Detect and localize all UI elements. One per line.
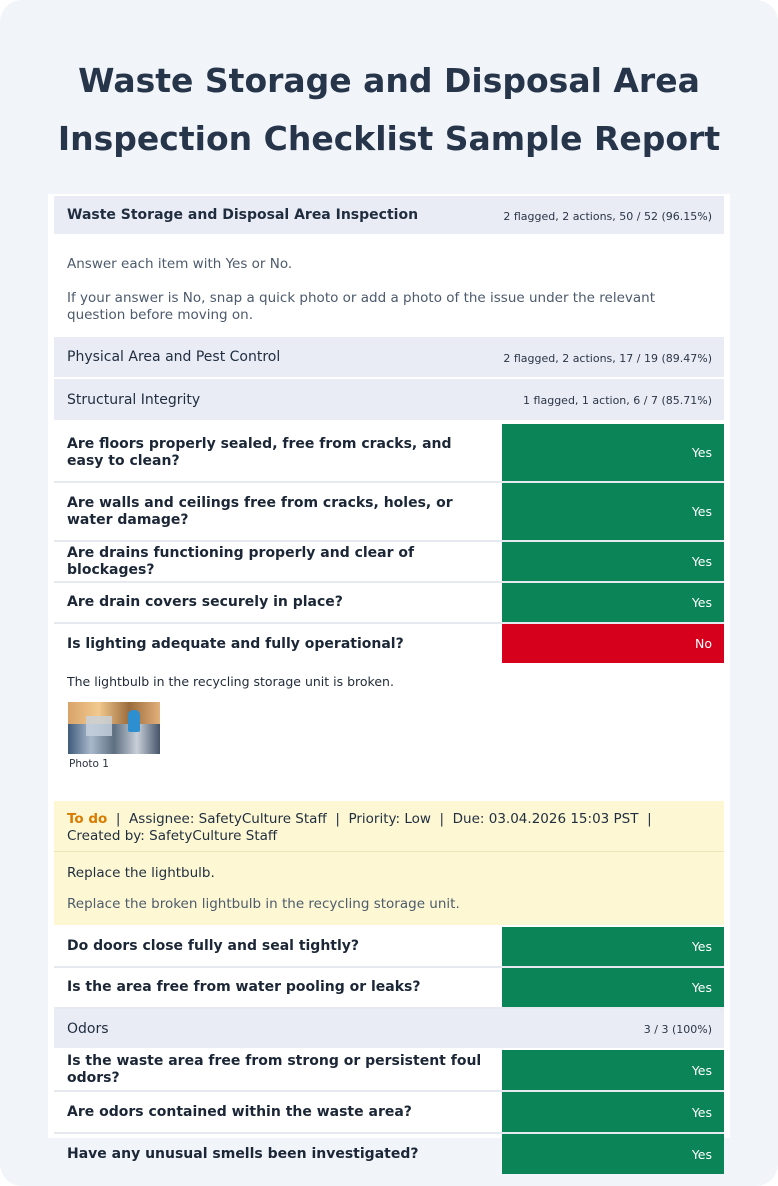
question-row — [54, 583, 724, 624]
instruction-line: Answer each item with Yes or No. — [67, 256, 293, 272]
question-row — [54, 1092, 724, 1134]
subsection-title: Structural Integrity — [67, 391, 201, 408]
answer-no[interactable]: No — [502, 624, 724, 663]
inspection-summary: 2 flagged, 2 actions, 50 / 52 (96.15%) — [503, 209, 712, 223]
question-text: Is the waste area free from strong or persistent foul odors? — [67, 1053, 482, 1086]
inspection-header — [54, 196, 724, 236]
section-title: Physical Area and Pest Control — [67, 349, 281, 365]
subsection-header-odors — [54, 1009, 724, 1050]
question-note — [54, 663, 724, 801]
answer-yes[interactable]: Yes — [502, 424, 724, 481]
note-text: The lightbulb in the recycling storage unit is broken. — [67, 674, 394, 689]
page-title: Waste Storage and Disposal Area Inspection Checklist Sample Report — [57, 61, 721, 158]
answer-yes[interactable]: Yes — [502, 583, 724, 622]
subsection-header-structural — [54, 379, 724, 422]
answer-yes[interactable]: Yes — [502, 968, 724, 1007]
instruction-line: If your answer is No, snap a quick photo or add a photo of the issue under the relevant question before moving on. — [67, 290, 655, 323]
instructions — [54, 236, 724, 337]
action-card[interactable] — [54, 801, 724, 925]
answer-yes[interactable]: Yes — [502, 927, 724, 966]
subsection-summary: 3 / 3 (100%) — [643, 1023, 712, 1036]
inspection-title: Waste Storage and Disposal Area Inspection — [67, 207, 419, 223]
question-row — [54, 1134, 724, 1174]
question-row — [54, 483, 724, 542]
action-description: Replace the broken lightbulb in the recycling storage unit. — [67, 896, 460, 912]
answer-yes[interactable]: Yes — [502, 483, 724, 540]
action-details: | Assignee: SafetyCulture Staff | Priority: Low | Due: 03.04.2026 15:03 PST | Created by: SafetyCulture Staff — [67, 811, 661, 844]
answer-yes[interactable]: Yes — [502, 1092, 724, 1132]
answer-yes[interactable]: Yes — [502, 1050, 724, 1090]
question-text: Are drain covers securely in place? — [67, 594, 343, 610]
answer-yes[interactable]: Yes — [502, 1134, 724, 1174]
action-status: To do — [67, 811, 108, 827]
subsection-summary: 1 flagged, 1 action, 6 / 7 (85.71%) — [523, 394, 712, 407]
photo-caption: Photo 1 — [69, 758, 109, 770]
question-text: Is the area free from water pooling or leaks? — [67, 979, 421, 995]
photo-thumbnail[interactable] — [68, 702, 160, 754]
action-meta — [54, 801, 724, 852]
question-row — [54, 1050, 724, 1092]
question-row-flagged — [54, 624, 724, 663]
question-text: Is lighting adequate and fully operational? — [67, 635, 404, 652]
question-text: Have any unusual smells been investigated? — [67, 1146, 419, 1162]
answer-yes[interactable]: Yes — [502, 542, 724, 581]
question-text: Are walls and ceilings free from cracks, holes, or water damage? — [67, 494, 453, 528]
question-text: Do doors close fully and seal tightly? — [67, 938, 360, 954]
question-text: Are odors contained within the waste area? — [67, 1103, 412, 1120]
question-row — [54, 424, 724, 483]
question-text: Are floors properly sealed, free from cracks, and easy to clean? — [67, 435, 452, 469]
action-title: Replace the lightbulb. — [67, 865, 215, 881]
subsection-title: Odors — [67, 1020, 109, 1037]
question-row — [54, 542, 724, 583]
section-summary: 2 flagged, 2 actions, 17 / 19 (89.47%) — [503, 351, 712, 365]
question-row — [54, 927, 724, 968]
question-text: Are drains functioning properly and clear of blockages? — [67, 544, 415, 578]
report-body — [48, 194, 730, 1162]
section-header — [54, 337, 724, 379]
question-row — [54, 968, 724, 1009]
